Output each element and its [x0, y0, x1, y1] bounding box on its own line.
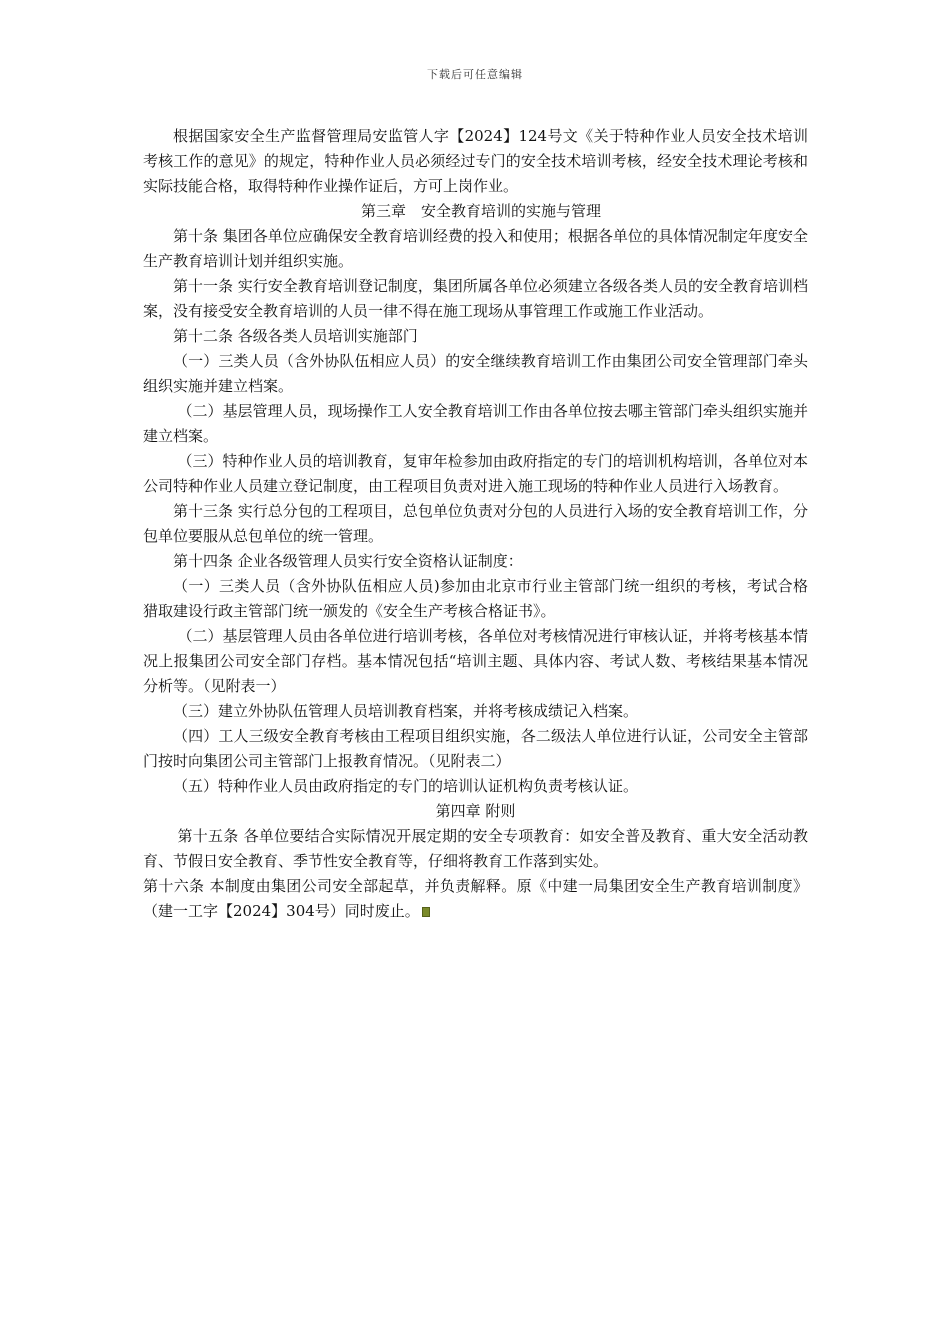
chapter-3-heading: 第三章 安全教育培训的实施与管理 [361, 202, 602, 220]
article-13: 第十三条 实行总分包的工程项目，总包单位负责对分包的人员进行入场的安全教育培训工作，分包单位要服从总包单位的统一管理。 [143, 502, 808, 545]
article-16: 第十六条 本制度由集团公司安全部起草，并负责解释。原《中建一局集团安全生产教育培训制度》（建一工字【2024】304号）同时废止。 [143, 877, 808, 920]
article-14-item-1: （一）三类人员（含外协队伍相应人员)参加由北京市行业主管部门统一组织的考核，考试合格猎取建设行政主管部门统一颁发的《安全生产考核合格证书》。 [143, 577, 808, 620]
article-12-item-1: （一）三类人员（含外协队伍相应人员）的安全继续教育培训工作由集团公司安全管理部门牵头组织实施并建立档案。 [143, 352, 808, 395]
page-header-note: 下载后可任意编辑 [427, 68, 523, 81]
document-body [143, 124, 808, 924]
article-16-paragraph [143, 874, 808, 924]
article-14: 第十四条 企业各级管理人员实行安全资格认证制度： [173, 552, 523, 570]
end-mark-icon [422, 907, 430, 917]
intro-paragraph: 根据国家安全生产监督管理局安监管人字【2024】124号文《关于特种作业人员安全技术培训考核工作的意见》的规定，特种作业人员必须经过专门的安全技术培训考核，经安全技术理论考核和实际技能合格，取得特种作业操作证后，方可上岗作业。 [143, 127, 808, 195]
article-14-item-4: （四）工人三级安全教育考核由工程项目组织实施，各二级法人单位进行认证，公司安全主管部门按时向集团公司主管部门上报教育情况。（见附表二） [143, 727, 808, 770]
article-14-item-2: （二）基层管理人员由各单位进行培训考核，各单位对考核情况进行审核认证，并将考核基本情况上报集团公司安全部门存档。基本情况包括“培训主题、具体内容、考试人数、考核结果基本情况分析等。（见附表一） [143, 627, 808, 695]
article-11: 第十一条 实行安全教育培训登记制度，集团所属各单位必须建立各级各类人员的安全教育培训档案，没有接受安全教育培训的人员一律不得在施工现场从事管理工作或施工作业活动。 [143, 277, 808, 320]
article-12-item-2: （二）基层管理人员，现场操作工人安全教育培训工作由各单位按去哪主管部门牵头组织实施并建立档案。 [143, 402, 808, 445]
chapter-4-heading: 第四章 附则 [435, 802, 516, 820]
article-10: 第十条 集团各单位应确保安全教育培训经费的投入和使用；根据各单位的具体情况制定年度安全生产教育培训计划并组织实施。 [143, 227, 808, 270]
article-14-item-5: （五）特种作业人员由政府指定的专门的培训认证机构负责考核认证。 [173, 777, 639, 795]
article-15: 第十五条 各单位要结合实际情况开展定期的安全专项教育：如安全普及教育、重大安全活动教育、节假日安全教育、季节性安全教育等，仔细将教育工作落到实处。 [143, 827, 808, 870]
article-12-item-3: （三）特种作业人员的培训教育，复审年检参加由政府指定的专门的培训机构培训，各单位对本公司特种作业人员建立登记制度，由工程项目负责对进入施工现场的特种作业人员进行入场教育。 [143, 452, 808, 495]
article-14-item-3: （三）建立外协队伍管理人员培训教育档案，并将考核成绩记入档案。 [173, 702, 639, 720]
article-12: 第十二条 各级各类人员培训实施部门 [173, 327, 418, 345]
